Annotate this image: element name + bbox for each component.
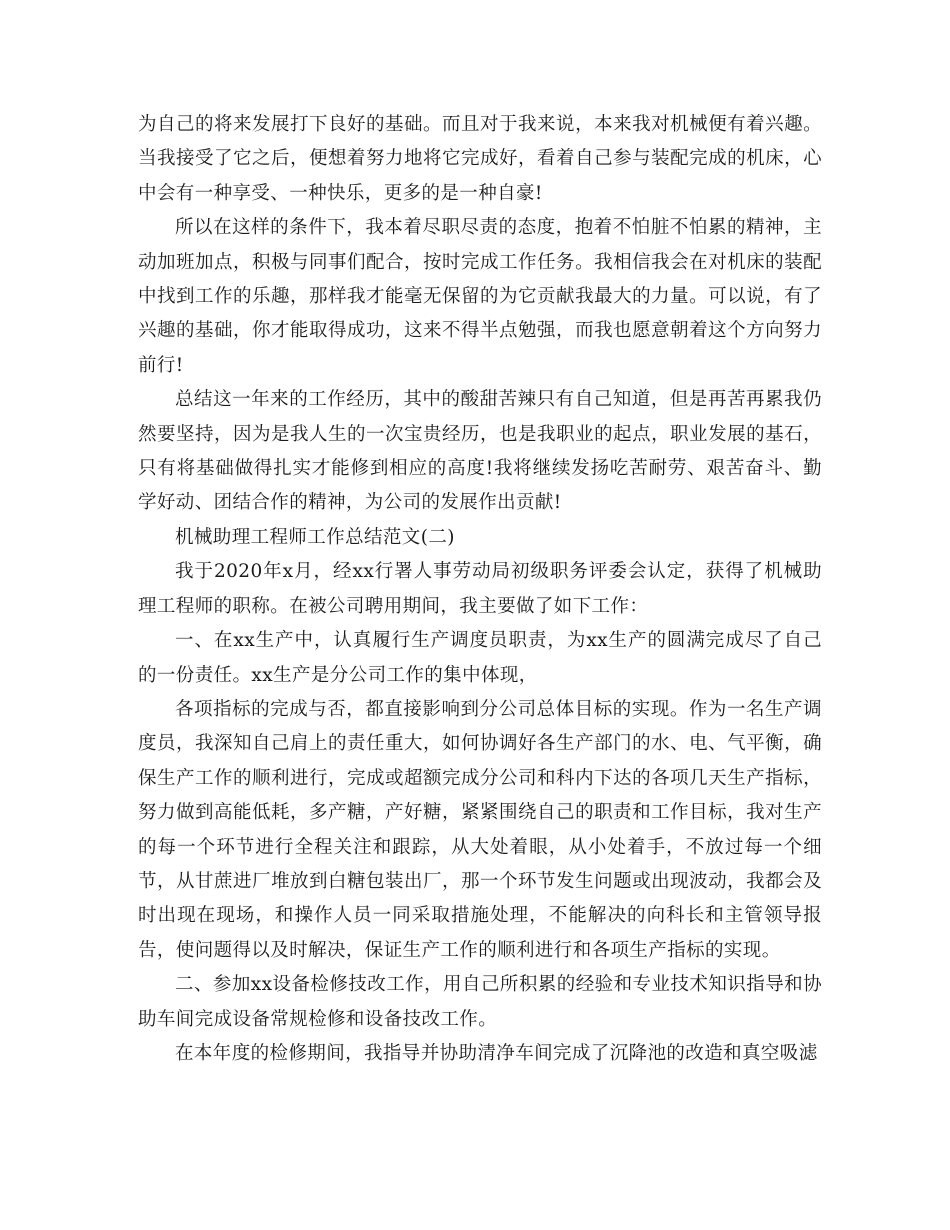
paragraph-3: 总结这一年来的工作经历，其中的酸甜苦辣只有自己知道，但是再苦再累我仍然要坚持，因为是我人生的一次宝贵经历，也是我职业的起点，职业发展的基石，只有将基础做得扎实才能修到相应的高度!我将继续发扬吃苦耐劳、艰苦奋斗、勤学好动、团结合作的精神，为公司的发展作出贡献! xyxy=(138,389,822,514)
paragraph-4: 我于2020年x月，经xx行署人事劳动局初级职务评委会认定，获得了机械助理工程师的职称。在被公司聘用期间，我主要做了如下工作： xyxy=(138,561,822,617)
paragraph-2: 所以在这样的条件下，我本着尽职尽责的态度，抱着不怕脏不怕累的精神，主动加班加点，积极与同事们配合，按时完成工作任务。我相信我会在对机床的装配中找到工作的乐趣，那样我才能毫无保留的为它贡献我最大的力量。可以说，有了兴趣的基础，你才能取得成功，这来不得半点勉强，而我也愿意朝着这个方向努力前行! xyxy=(138,217,822,376)
section-heading: 机械助理工程师工作总结范文(二) xyxy=(175,526,455,548)
paragraph-7: 二、参加xx设备检修技改工作，用自己所积累的经验和专业技术知识指导和协助车间完成设备常规检修和设备技改工作。 xyxy=(138,974,822,1030)
paragraph-8: 在本年度的检修期间，我指导并协助清净车间完成了沉降池的改造和真空吸滤 xyxy=(175,1042,818,1064)
paragraph-6: 各项指标的完成与否，都直接影响到分公司总体目标的实现。作为一名生产调度员，我深知自己肩上的责任重大，如何协调好各生产部门的水、电、气平衡，确保生产工作的顺利进行，完成或超额完成分公司和科内下达的各项几天生产指标，努力做到高能低耗，多产糖，产好糖，紧紧围绕自己的职责和工作目标，我对生产的每一个环节进行全程关注和跟踪，从大处着眼，从小处着手，不放过每一个细节，从甘蔗进厂堆放到白糖包装出厂，那一个环节发生问题或出现波动，我都会及时出现在现场，和操作人员一同采取措施处理，不能解决的向科长和主管领导报告，使问题得以及时解决，保证生产工作的顺利进行和各项生产指标的实现。 xyxy=(138,698,822,961)
paragraph-5: 一、在xx生产中，认真履行生产调度员职责，为xx生产的圆满完成尽了自己的一份责任。xx生产是分公司工作的集中体现， xyxy=(138,630,822,686)
document-body xyxy=(138,108,822,1071)
paragraph-1: 为自己的将来发展打下良好的基础。而且对于我来说，本来我对机械便有着兴趣。当我接受了它之后，便想着努力地将它完成好，看着自己参与装配完成的机床，心中会有一种享受、一种快乐，更多的是一种自豪! xyxy=(138,114,822,204)
